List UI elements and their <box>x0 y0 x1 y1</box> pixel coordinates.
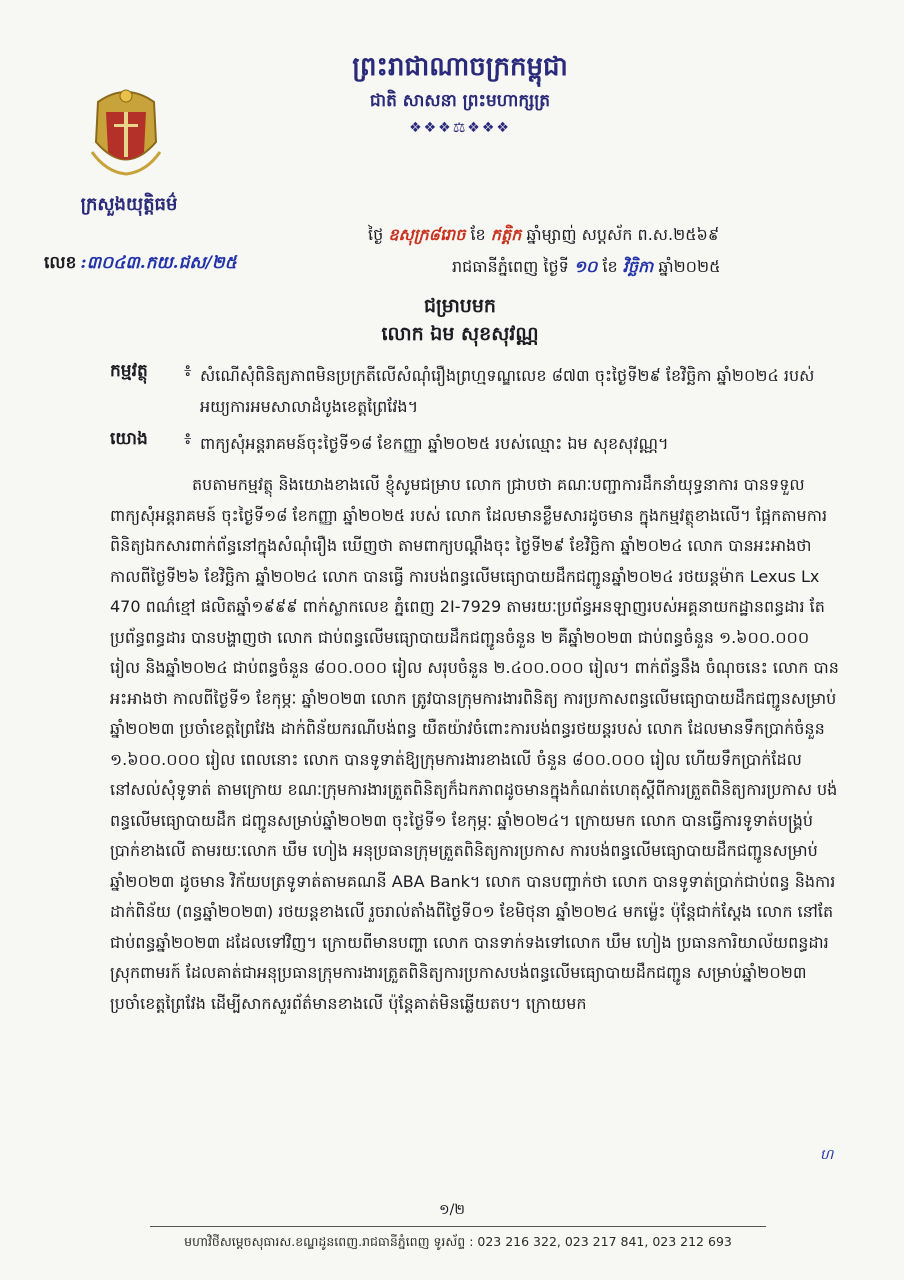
national-motto: ជាតិ សាសនា ព្រះមហាក្សត្រ <box>369 91 551 111</box>
lunar-month-prefix: ខែ <box>470 225 486 244</box>
reference-value: :៣០៤៣.កយ.ជស/២៥ <box>80 253 237 273</box>
subject-label: កម្មវត្ថុ <box>110 361 148 381</box>
lunar-date-line <box>368 224 719 248</box>
footer-address: មហាវិថីសម្តេចសុធារស.ខណ្ឌដូនពេញ.រាជធានីភ្នំពេញ ទូរស័ព្ទ : 023 216 322, 023 217 841, 023 212 693 <box>184 1234 732 1249</box>
subject-colon: ៖ <box>184 361 192 381</box>
solar-year: ឆ្នាំ២០២៥ <box>658 257 721 276</box>
solar-date-line <box>452 256 720 280</box>
reference-heading: យោង <box>110 429 148 449</box>
header-ornament: ❖❖❖⚖❖❖❖ <box>409 120 511 136</box>
lunar-year: ឆ្នាំម្សាញ់ សប្តស័ក ព.ស.២៥៦៩ <box>526 225 720 244</box>
month-prefix: ខែ <box>602 257 618 276</box>
body-paragraph <box>110 470 840 1019</box>
body-text: តបតាមកម្មវត្ថុ និងយោងខាងលើ ខ្ញុំសូមជម្រាប លោក ជ្រាបថា គណៈបញ្ជាការដឹកនាំយុទ្ធនាការ បានទទួលពាក្យសុំអន្តរាគមន៍ ចុះថ្ងៃទី១៨ ខែកញ្ញា ឆ្នាំ២០២៥ របស់ លោក ដែលមានខ្លឹមសារដូចមាន ក្នុងកម្មវត្ថុខាងលើ។ ផ្អែកតាមការពិនិត្យឯកសារពាក់ព័ន្ធនៅក្នុងសំណុំរឿង ឃើញថា តាមពាក្យបណ្តឹងចុះ ថ្ងៃទី២៩ ខែវិច្ឆិកា ឆ្នាំ២០២៤ លោក បានអះអាងថា កាលពីថ្ងៃទី២៦ ខែវិច្ឆិកា ឆ្នាំ២០២៤ លោក បានធ្វើ ការបង់ពន្ធលើមធ្យោបាយដឹកជញ្ជូនឆ្នាំ២០២៤ រថយន្តម៉ាក Lexus Lx 470 ពណ៌ខ្មៅ ផលិតឆ្នាំ១៩៩៩ ពាក់ស្លាកលេខ ភ្នំពេញ 2I-7929 តាមរយៈប្រព័ន្ធអនឡាញរបស់អគ្គនាយកដ្ឋានពន្ធដារ តែប្រព័ន្ធពន្ធដារ បានបង្ហាញថា លោក ជាប់ពន្ធលើមធ្យោបាយដឹកជញ្ជូនចំនួន ២ គឺឆ្នាំ២០២៣ ជាប់ពន្ធចំនួន ១.៦០០.០០០ រៀល និងឆ្នាំ២០២៤ ជាប់ពន្ធចំនួន ៨០០.០០០ រៀល សរុបចំនួន ២.៤០០.០០០ រៀល។ ពាក់ព័ន្ធនឹង ចំណុចនេះ លោក បានអះអាងថា កាលពីថ្ងៃទី១ ខែកុម្ភៈ ឆ្នាំ២០២៣ លោក ត្រូវបានក្រុមការងារពិនិត្យ ការប្រកាសពន្ធលើមធ្យោបាយដឹកជញ្ជូនសម្រាប់ឆ្នាំ២០២៣ ប្រចាំខេត្តព្រៃវែង ដាក់ពិន័យករណីបង់ពន្ធ យឺតយ៉ាវចំពោះការបង់ពន្ធរថយន្តរបស់ លោក ដែលមានទឹកប្រាក់ចំនួន ១.៦០០.០០០ រៀល ពេលនោះ លោក បានទូទាត់ឱ្យក្រុមការងារខាងលើ ចំនួន ៨០០.០០០ រៀល ហើយទឹកប្រាក់ដែលនៅសល់សុំទូទាត់ តាមក្រោយ ខណៈក្រុមការងារត្រួតពិនិត្យក៏ឯកភាពដូចមានក្នុងកំណត់ហេតុស្តីពីការត្រួតពិនិត្យការប្រកាស បង់ពន្ធលើមធ្យោបាយដឹក ជញ្ជូនសម្រាប់ឆ្នាំ២០២៣ ចុះថ្ងៃទី១ ខែកុម្ភៈ ឆ្នាំ២០២៤។ ក្រោយមក លោក បានធ្វើការទូទាត់បង្គ្រប់ប្រាក់ខាងលើ តាមរយៈលោក ឃឹម ហៀង អនុប្រធានក្រុមត្រួតពិនិត្យការប្រកាស ការបង់ពន្ធលើមធ្យោបាយដឹកជញ្ជូនសម្រាប់ឆ្នាំ២០២៣ ដូចមាន វិក័យបត្រទូទាត់តាមគណនី ABA Bank។ លោក បានបញ្ជាក់ថា លោក បានទូទាត់ប្រាក់ជាប់ពន្ធ និងការដាក់ពិន័យ (ពន្ធឆ្នាំ២០២៣) រថយន្តខាងលើ រួចរាល់តាំងពីថ្ងៃទី០១ ខែមិថុនា ឆ្នាំ២០២៤ មកម្ល៉េះ ប៉ុន្តែជាក់ស្តែង លោក នៅតែជាប់ពន្ធឆ្នាំ២០២៣ ដដែលទៅវិញ។ ក្រោយពីមានបញ្ហា លោក បានទាក់ទងទៅលោក ឃឹម ហៀង ប្រធានការិយាល័យពន្ធដារ ស្រុកពាមរក៍ ដែលគាត់ជាអនុប្រធានក្រុមការងារត្រួតពិនិត្យការប្រកាសបង់ពន្ធលើមធ្យោបាយដឹកជញ្ជូន សម្រាប់ឆ្នាំ២០២៣ ប្រចាំខេត្តព្រៃវែង ដើម្បីសាកសួរព័ត៌មានខាងលើ ប៉ុន្តែគាត់មិនឆ្លើយតប។ ក្រោយមក <box>110 475 839 1013</box>
reference-colon: ៖ <box>184 429 192 449</box>
salutation-respect: ជម្រាបមក <box>424 295 496 317</box>
solar-month: វិច្ឆិកា <box>622 257 654 276</box>
lunar-day: ឧសុក្រ៨រោច <box>388 225 466 244</box>
page-number: ១/២ <box>439 1202 465 1218</box>
reference-text: ពាក្យសុំអន្តរាគមន៍ចុះថ្ងៃទី១៨ ខែកញ្ញា ឆ្នាំ២០២៥ របស់ឈ្មោះ ឯម សុខសុវណ្ណ។ <box>200 434 669 453</box>
handwritten-initial: ហ <box>820 1147 834 1163</box>
reference-number <box>44 252 237 277</box>
subject-text: សំណើសុំពិនិត្យភាពមិនប្រក្រតីលើសំណុំរឿងព្រហ្មទណ្ឌលេខ ៨៧៣ ចុះថ្ងៃទី២៩ ខែវិច្ឆិកា ឆ្នាំ២០២៤ របស់អយ្យការអមសាលាដំបូងខេត្តព្រៃវែង។ <box>200 366 815 416</box>
kingdom-title: ព្រះរាជាណាចក្រកម្ពុជា <box>352 52 568 82</box>
lunar-prefix: ថ្ងៃ <box>368 225 384 244</box>
reference-label: លេខ <box>44 253 77 273</box>
solar-day: ១០ <box>573 257 598 276</box>
footer-divider <box>150 1226 766 1227</box>
place-prefix: រាជធានីភ្នំពេញ ថ្ងៃទី <box>452 257 569 276</box>
lunar-month: កត្តិក <box>490 225 522 244</box>
ministry-name: ក្រសួងយុត្តិធម៌ <box>80 194 178 215</box>
addressee-name: លោក ឯម សុខសុវណ្ណ <box>381 323 539 345</box>
ministry-emblem <box>86 82 166 182</box>
